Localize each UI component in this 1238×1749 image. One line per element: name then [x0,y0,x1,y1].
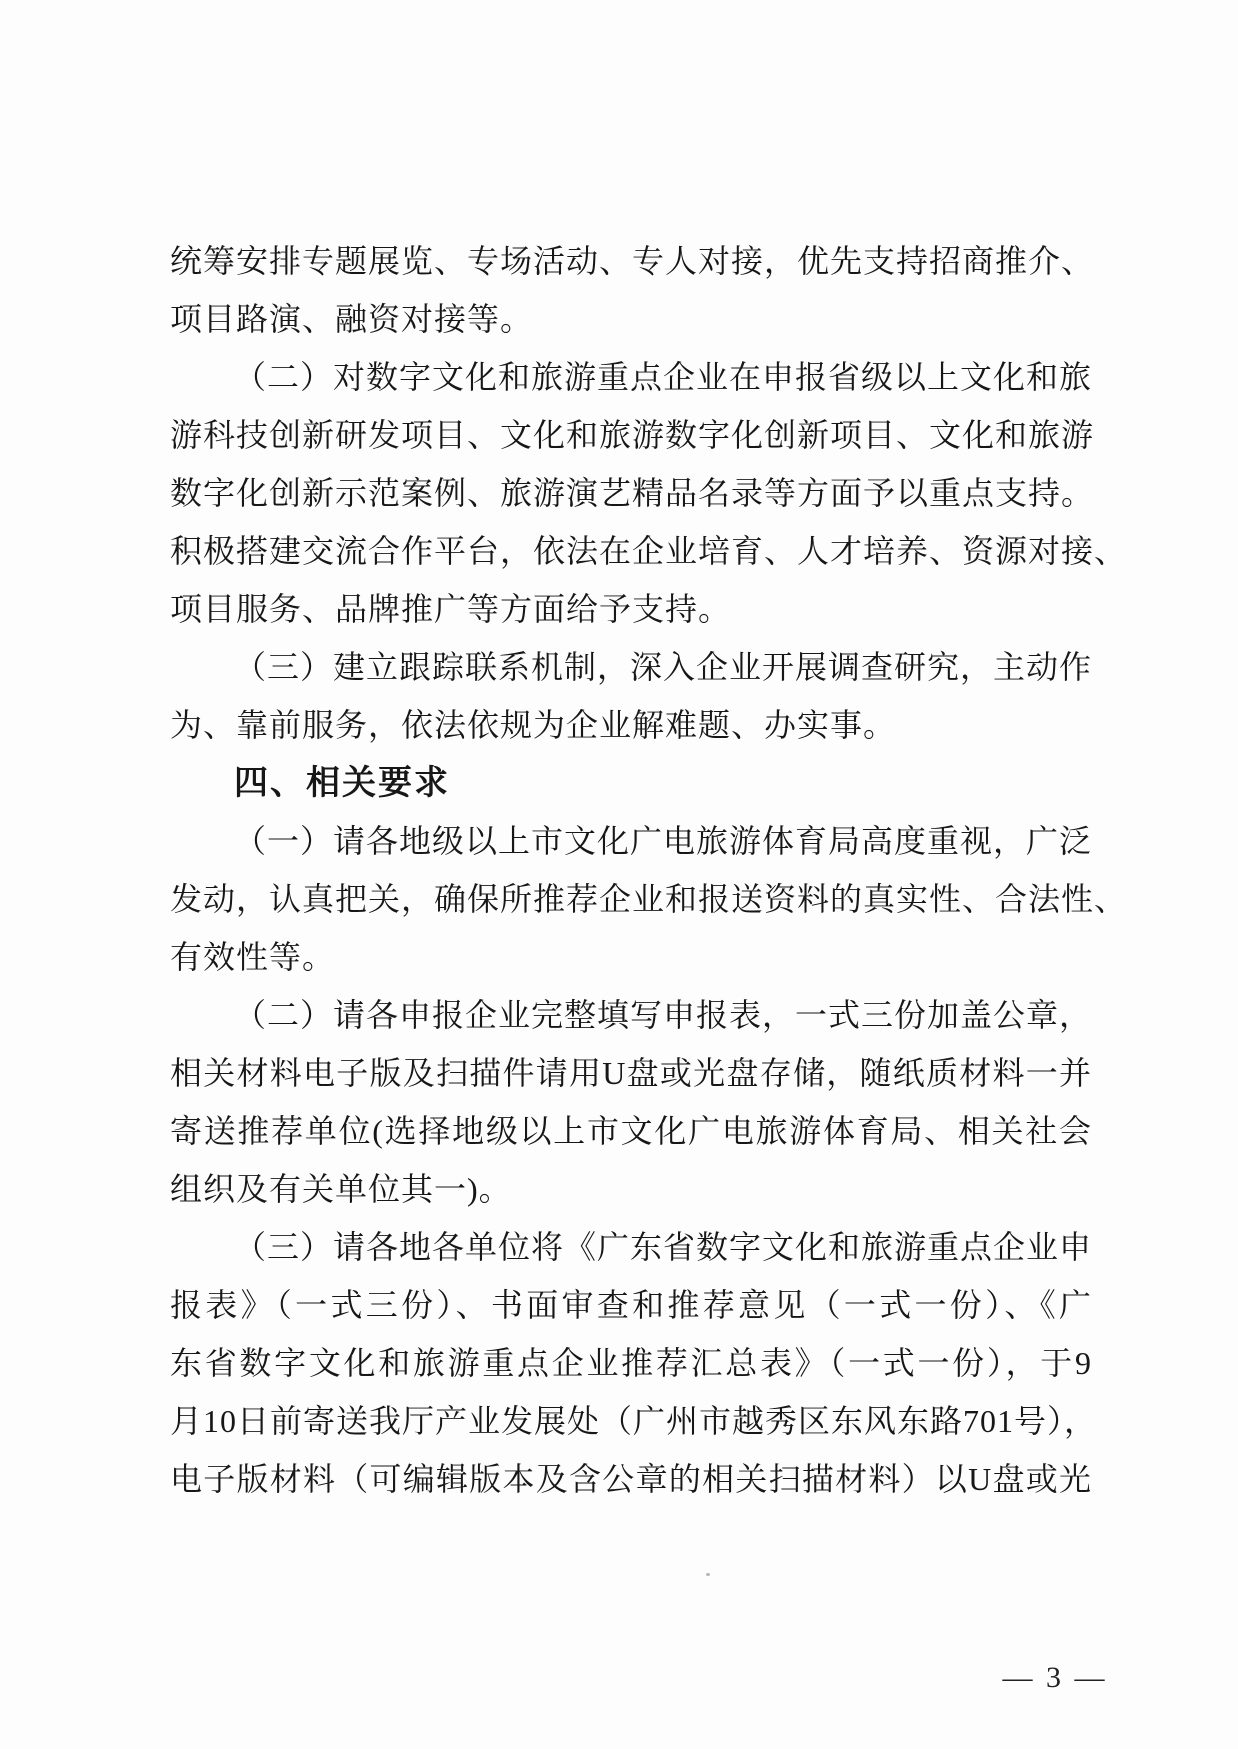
text-line: （二）请各申报企业完整填写申报表，一式三份加盖公章， [234,997,1093,1033]
text-line: 统筹安排专题展览、专场活动、专人对接，优先支持招商推介、 [170,243,1095,279]
text-line: 有效性等。 [170,939,336,975]
text-line: （一）请各地级以上市文化广电旅游体育局高度重视，广泛 [234,823,1093,859]
text-line: 项目路演、融资对接等。 [170,301,534,337]
section-heading: 四、相关要求 [234,764,450,802]
scan-speck [706,1573,710,1576]
text-line: （三）建立跟踪联系机制，深入企业开展调查研究，主动作 [234,649,1093,685]
text-line: （二）对数字文化和旅游重点企业在申报省级以上文化和旅 [234,359,1093,395]
text-line: 寄送推荐单位(选择地级以上市文化广电旅游体育局、相关社会 [170,1113,1092,1149]
text-line: 相关材料电子版及扫描件请用U盘或光盘存储，随纸质材料一并 [170,1055,1092,1091]
text-line: 组织及有关单位其一)。 [170,1171,512,1207]
text-line: 报表》（一式三份）、书面审查和推荐意见（一式一份）、《广 [170,1287,1092,1323]
text-line: 为、靠前服务，依法依规为企业解难题、办实事。 [170,707,897,743]
text-line: 数字化创新示范案例、旅游演艺精品名录等方面予以重点支持。 [170,475,1095,511]
text-line: 游科技创新研发项目、文化和旅游数字化创新项目、文化和旅游 [170,417,1095,453]
document-text-block [170,232,1128,1508]
text-line: 东省数字文化和旅游重点企业推荐汇总表》（一式一份），于9 [170,1345,1092,1381]
page-number: — 3 — [1002,1661,1108,1694]
text-line: 电子版材料（可编辑版本及含公章的相关扫描材料）以U盘或光 [170,1461,1092,1497]
text-line: 月10日前寄送我厅产业发展处（广州市越秀区东风东路701号）， [170,1403,1098,1439]
text-line: 项目服务、品牌推广等方面给予支持。 [170,591,732,627]
text-line: （三）请各地各单位将《广东省数字文化和旅游重点企业申 [234,1229,1093,1265]
text-line: 积极搭建交流合作平台，依法在企业培育、人才培养、资源对接、 [170,533,1128,569]
text-line: 发动，认真把关，确保所推荐企业和报送资料的真实性、合法性、 [170,881,1128,917]
